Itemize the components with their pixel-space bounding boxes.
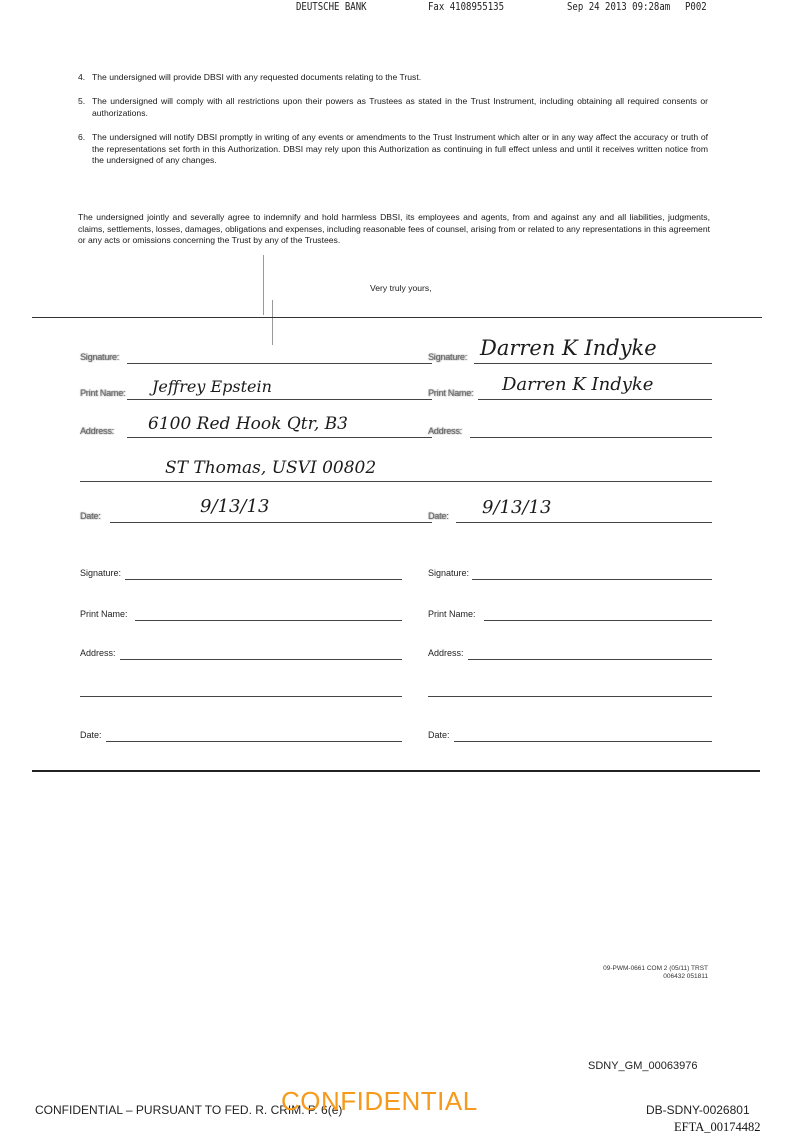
- indemnity-paragraph: The undersigned jointly and severally agree to indemnify and hold harmless DBSI, its employees and agents, from and against any and all liabilities, judgments, claims, settlements, losses, damages, obligations and expenses, including reasonable fees of counsel, arising from or related to any representations in this agreement or any acts or omissions concerning the Trust by any of the Trustees.: [78, 212, 710, 245]
- address-line1: [468, 659, 712, 660]
- item-text: The undersigned will notify DBSI promptly in writing of any events or amendments to the Trust Instrument which alter or in any way affect the accuracy or truth of the representations set forth in this Authorization. DBSI may rely upon this Authorization as continuing in full effect unless and until it receives written notice from the undersigned of any changes.: [92, 132, 708, 165]
- signature-line: [125, 579, 402, 580]
- date-label: Date:: [428, 511, 449, 521]
- date-label: Date:: [80, 730, 102, 740]
- signature-line: [127, 363, 432, 364]
- date-value: 9/13/13: [200, 496, 270, 517]
- fax-datetime: Sep 24 2013 09:28am: [567, 0, 671, 13]
- date-line: [106, 741, 402, 742]
- address-line1: [127, 437, 432, 438]
- fax-sender: DEUTSCHE BANK: [296, 0, 367, 13]
- print-name-line: [478, 399, 712, 400]
- address-label: Address:: [80, 648, 116, 658]
- address-line2-value: ST Thomas, USVI 00802: [165, 458, 377, 478]
- date-label: Date:: [80, 511, 101, 521]
- top-rule: [32, 317, 762, 318]
- signature-line: [472, 579, 712, 580]
- item-text: The undersigned will comply with all restrictions upon their powers as Trustees as stated in the Trust Instrument, including obtaining all required consents or authorizations.: [92, 96, 708, 118]
- print-name-value: Darren K Indyke: [502, 374, 654, 395]
- efta-number: EFTA_00174482: [674, 1120, 761, 1134]
- address-line2: [428, 696, 712, 697]
- address-label: Address:: [428, 426, 462, 436]
- print-name-label: Print Name:: [80, 609, 128, 619]
- address-line2: [80, 481, 432, 482]
- form-code-line2: 006432 051811: [663, 973, 708, 980]
- print-name-label: Print Name:: [80, 388, 126, 398]
- address-line1-value: 6100 Red Hook Qtr, B3: [148, 414, 348, 434]
- print-name-line: [135, 620, 402, 621]
- signature-label: Signature:: [428, 568, 470, 578]
- item-number: 5.: [78, 96, 86, 106]
- signature-value: Darren K Indyke: [480, 336, 657, 360]
- date-line: [454, 741, 712, 742]
- date-label: Date:: [428, 730, 450, 740]
- item-number: 6.: [78, 132, 86, 142]
- address-line1: [470, 437, 712, 438]
- bottom-rule: [32, 770, 760, 772]
- closing-text: Very truly yours,: [370, 283, 432, 293]
- date-value: 9/13/13: [482, 497, 552, 518]
- address-line2: [428, 481, 712, 482]
- address-label: Address:: [80, 426, 114, 436]
- item-6: [78, 132, 708, 167]
- print-name-value: Jeffrey Epstein: [152, 377, 272, 396]
- item-4: [78, 72, 708, 84]
- item-text: The undersigned will provide DBSI with any requested documents relating to the Trust.: [92, 72, 422, 82]
- address-label: Address:: [428, 648, 464, 658]
- signature-line: [474, 363, 712, 364]
- confidential-stamp: CONFIDENTIAL: [281, 1086, 478, 1116]
- fax-page: P002: [685, 0, 707, 13]
- form-code-line1: 09-PWM-0661 COM 2 (05/11) TRST: [603, 965, 708, 972]
- bates-number: DB-SDNY-0026801: [646, 1103, 750, 1117]
- print-name-line: [127, 399, 432, 400]
- address-line1: [120, 659, 402, 660]
- print-name-line: [484, 620, 712, 621]
- signature-label: Signature:: [428, 352, 468, 362]
- item-5: [78, 96, 708, 119]
- confidential-notice: CONFIDENTIAL – PURSUANT TO FED. R. CRIM. P. 6(e): [35, 1103, 343, 1117]
- scan-mark: [272, 300, 273, 345]
- signature-label: Signature:: [80, 352, 120, 362]
- fax-number: Fax 4108955135: [428, 0, 505, 13]
- print-name-label: Print Name:: [428, 388, 474, 398]
- signature-label: Signature:: [80, 568, 122, 578]
- bates-number-top: SDNY_GM_00063976: [588, 1060, 698, 1072]
- scan-mark: [263, 255, 264, 315]
- date-line: [110, 522, 432, 523]
- form-code: [603, 965, 708, 981]
- address-line2: [80, 696, 402, 697]
- print-name-label: Print Name:: [428, 609, 476, 619]
- item-number: 4.: [78, 72, 86, 82]
- date-line: [456, 522, 712, 523]
